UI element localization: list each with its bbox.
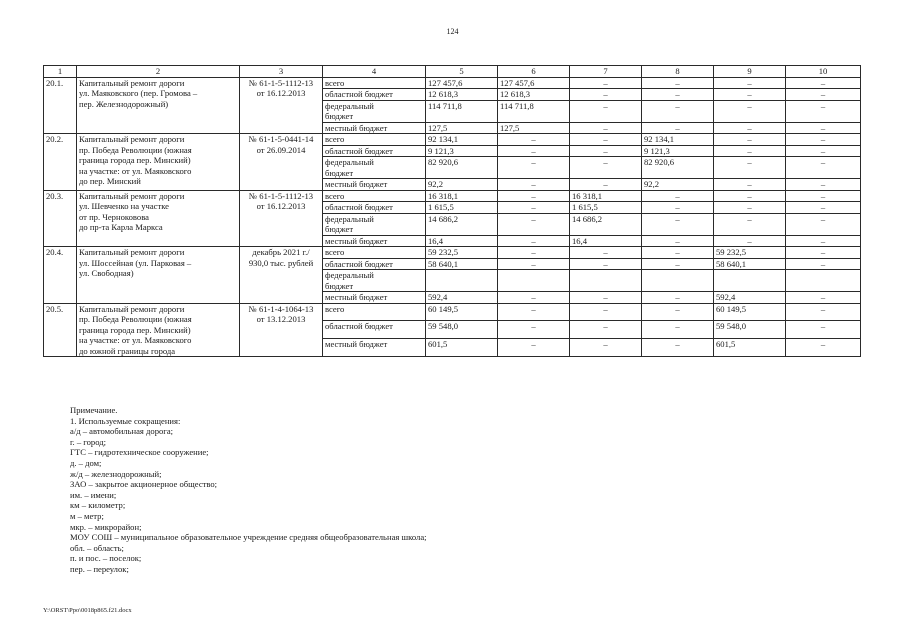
value-cell: 58 640,1 — [714, 258, 786, 270]
project-name-line: Капитальный ремонт дороги — [79, 190, 185, 201]
funding-source — [323, 303, 426, 321]
row-id: 20.2. — [44, 134, 77, 191]
funding-source — [323, 157, 426, 179]
value-cell: – — [498, 213, 570, 235]
column-header: 5 — [426, 66, 498, 78]
project-name — [77, 190, 240, 247]
note-line: пер. – переулок; — [70, 563, 129, 574]
funding-source — [323, 213, 426, 235]
value-cell: – — [498, 145, 570, 157]
value-cell — [426, 270, 498, 292]
file-path-footer: Y:\ORST\Ppo\0018p865.f21.docx — [43, 607, 132, 614]
value-cell: – — [786, 292, 861, 304]
value-cell: 601,5 — [714, 339, 786, 357]
value-cell: – — [714, 145, 786, 157]
value-cell: 16,4 — [570, 235, 642, 247]
value-cell: – — [570, 258, 642, 270]
value-cell: – — [642, 190, 714, 202]
project-name-line: до пер. Минский — [79, 176, 141, 186]
funding-source — [323, 270, 426, 292]
project-name-line: Капитальный ремонт дороги — [79, 303, 185, 314]
project-name — [77, 303, 240, 357]
funding-source-line: местный бюджет — [325, 179, 388, 189]
note-line: а/д – автомобильная дорога; — [70, 426, 174, 437]
value-cell: – — [642, 202, 714, 214]
value-cell: – — [570, 134, 642, 146]
value-cell: – — [642, 303, 714, 321]
value-cell: – — [786, 179, 861, 191]
document-ref-line: № 61-1-5-1112-13 — [248, 77, 314, 88]
value-cell — [498, 270, 570, 292]
row-id: 20.1. — [44, 77, 77, 134]
value-cell: 114 711,8 — [426, 100, 498, 122]
document-ref-line: декабрь 2021 г./ — [252, 247, 310, 257]
value-cell: – — [570, 157, 642, 179]
value-cell: – — [786, 145, 861, 157]
funding-source — [323, 235, 426, 247]
value-cell: – — [498, 202, 570, 214]
value-cell: – — [786, 213, 861, 235]
row-id: 20.3. — [44, 190, 77, 247]
note-line: обл. – область; — [70, 542, 124, 553]
value-cell: 92 134,1 — [642, 134, 714, 146]
value-cell: – — [714, 77, 786, 89]
document-ref — [240, 190, 323, 247]
value-cell: 14 686,2 — [570, 213, 642, 235]
value-cell: – — [498, 258, 570, 270]
value-cell: 127 457,6 — [426, 77, 498, 89]
value-cell: – — [714, 100, 786, 122]
note-line: им. – имени; — [70, 489, 117, 500]
value-cell: 92,2 — [426, 179, 498, 191]
funding-source-line: областной бюджет — [325, 89, 393, 99]
project-name-line: ул. Шевченко на участке — [79, 201, 169, 211]
funding-source — [323, 247, 426, 259]
note-line: д. – дом; — [70, 457, 102, 468]
project-name-line: граница города пер. Минский) — [79, 324, 191, 335]
funding-source-line: областной бюджет — [325, 321, 393, 332]
value-cell: – — [570, 339, 642, 357]
project-name-line: граница города пер. Минский) — [79, 155, 191, 165]
value-cell — [714, 270, 786, 292]
project-name-line: ул. Свободная) — [79, 268, 134, 278]
value-cell: 16 318,1 — [426, 190, 498, 202]
funding-source — [323, 339, 426, 357]
value-cell: 58 640,1 — [426, 258, 498, 270]
value-cell: – — [570, 145, 642, 157]
funding-source-line: федеральный — [325, 270, 374, 280]
funding-source-line: федеральный — [325, 213, 374, 224]
document-ref-line: № 61-1-4-1064-13 — [248, 303, 314, 314]
budget-table — [43, 65, 861, 357]
value-cell: – — [786, 77, 861, 89]
value-cell: 127,5 — [426, 122, 498, 134]
value-cell: – — [570, 303, 642, 321]
column-header: 3 — [240, 66, 323, 78]
value-cell: – — [642, 339, 714, 357]
funding-source — [323, 134, 426, 146]
funding-source-line: бюджет — [325, 224, 354, 234]
column-header: 7 — [570, 66, 642, 78]
funding-source-line: бюджет — [325, 280, 354, 291]
value-cell: – — [642, 235, 714, 247]
value-cell: – — [570, 122, 642, 134]
value-cell: 12 618,3 — [498, 89, 570, 101]
value-cell: – — [714, 202, 786, 214]
value-cell: – — [570, 179, 642, 191]
document-ref-line: № 61-1-5-0441-14 — [248, 134, 314, 144]
value-cell: – — [786, 321, 861, 339]
value-cell: – — [786, 134, 861, 146]
value-cell: – — [786, 89, 861, 101]
value-cell: 92 134,1 — [426, 134, 498, 146]
value-cell: – — [786, 258, 861, 270]
note-line: м – метр; — [70, 510, 104, 521]
value-cell — [570, 270, 642, 292]
project-name-line: пр. Победа Революции (южная — [79, 314, 192, 324]
value-cell: – — [642, 100, 714, 122]
funding-source — [323, 122, 426, 134]
value-cell: – — [498, 339, 570, 357]
column-header: 10 — [786, 66, 861, 78]
value-cell: 92,2 — [642, 179, 714, 191]
value-cell: – — [498, 179, 570, 191]
project-name-line: до пр-та Карла Маркса — [79, 222, 163, 232]
funding-source-line: областной бюджет — [325, 258, 393, 269]
value-cell: – — [642, 213, 714, 235]
value-cell: – — [498, 235, 570, 247]
funding-source-line: всего — [325, 134, 345, 144]
value-cell — [786, 270, 861, 292]
value-cell: 60 149,5 — [426, 303, 498, 321]
value-cell: 1 615,5 — [426, 202, 498, 214]
project-name-line: ул. Шоссейная (ул. Парковая – — [79, 257, 192, 268]
value-cell: – — [642, 292, 714, 304]
funding-source — [323, 258, 426, 270]
value-cell: – — [642, 321, 714, 339]
value-cell: 60 149,5 — [714, 303, 786, 321]
project-name-line: до южной границы города — [79, 345, 176, 356]
funding-source-line: местный бюджет — [325, 339, 388, 350]
value-cell: 9 121,3 — [642, 145, 714, 157]
funding-source-line: местный бюджет — [325, 292, 388, 302]
document-ref — [240, 247, 323, 304]
value-cell: 127,5 — [498, 122, 570, 134]
funding-source-line: бюджет — [325, 167, 354, 178]
funding-source — [323, 179, 426, 191]
funding-source-line: всего — [325, 303, 345, 314]
value-cell: – — [714, 213, 786, 235]
value-cell: – — [714, 157, 786, 179]
document-ref-line: от 16.12.2013 — [256, 88, 306, 98]
value-cell: – — [570, 77, 642, 89]
value-cell: – — [570, 100, 642, 122]
value-cell: 592,4 — [714, 292, 786, 304]
value-cell: – — [570, 321, 642, 339]
value-cell: – — [714, 179, 786, 191]
column-header: 9 — [714, 66, 786, 78]
document-ref — [240, 77, 323, 134]
value-cell: 82 920,6 — [426, 157, 498, 179]
note-line: ЗАО – закрытое акционерное общество; — [70, 479, 218, 490]
value-cell: – — [642, 89, 714, 101]
note-line: 1. Используемые сокращения: — [70, 415, 181, 426]
value-cell: – — [786, 190, 861, 202]
value-cell: 59 232,5 — [426, 247, 498, 259]
value-cell: – — [786, 100, 861, 122]
funding-source-line: областной бюджет — [325, 202, 393, 212]
table-row — [44, 303, 861, 321]
value-cell: 59 232,5 — [714, 247, 786, 259]
project-name — [77, 247, 240, 304]
value-cell: 59 548,0 — [426, 321, 498, 339]
document-ref-line: 930,0 тыс. рублей — [248, 257, 314, 268]
document-ref-line: от 16.12.2013 — [256, 201, 306, 211]
document-ref-line: № 61-1-5-1112-13 — [248, 190, 314, 201]
project-name-line: на участке: от ул. Маяковского — [79, 335, 192, 345]
funding-source — [323, 202, 426, 214]
project-name — [77, 77, 240, 134]
funding-source-line: всего — [325, 190, 345, 201]
project-name-line: от пр. Черноковова — [79, 211, 149, 222]
value-cell: – — [498, 247, 570, 259]
document-ref — [240, 303, 323, 357]
project-name-line: пер. Железнодорожный) — [79, 98, 169, 109]
table-row — [44, 77, 861, 89]
value-cell: – — [642, 122, 714, 134]
value-cell: 592,4 — [426, 292, 498, 304]
value-cell: 12 618,3 — [426, 89, 498, 101]
funding-source-line: всего — [325, 247, 345, 257]
value-cell: 59 548,0 — [714, 321, 786, 339]
header-row — [44, 66, 861, 78]
value-cell: – — [498, 303, 570, 321]
value-cell: – — [642, 247, 714, 259]
value-cell: – — [642, 77, 714, 89]
document-ref-line: от 13.12.2013 — [256, 314, 306, 324]
value-cell: – — [786, 247, 861, 259]
value-cell: 16 318,1 — [570, 190, 642, 202]
funding-source — [323, 145, 426, 157]
project-name-line: ул. Маяковского (пер. Громова – — [79, 88, 198, 98]
value-cell: – — [786, 202, 861, 214]
value-cell: – — [714, 134, 786, 146]
note-line: ж/д – железнодорожный; — [70, 468, 162, 479]
value-cell: – — [642, 258, 714, 270]
value-cell: – — [786, 122, 861, 134]
table-row — [44, 247, 861, 259]
funding-source-line: федеральный — [325, 157, 374, 167]
value-cell: – — [786, 157, 861, 179]
note-line: км – километр; — [70, 500, 126, 511]
value-cell: – — [786, 339, 861, 357]
column-header: 6 — [498, 66, 570, 78]
value-cell: – — [786, 303, 861, 321]
funding-source-line: всего — [325, 77, 345, 88]
value-cell: – — [714, 122, 786, 134]
funding-source — [323, 100, 426, 122]
column-header: 2 — [77, 66, 240, 78]
funding-source-line: бюджет — [325, 111, 354, 121]
value-cell: – — [498, 292, 570, 304]
value-cell: – — [714, 235, 786, 247]
document-ref-line: от 26.09.2014 — [256, 144, 306, 155]
row-id: 20.4. — [44, 247, 77, 304]
note-line: МОУ СОШ – муниципальное образовательное учреждение средняя общеобразовательная школа; — [70, 532, 427, 543]
value-cell — [642, 270, 714, 292]
project-name-line: Капитальный ремонт дороги — [79, 134, 185, 144]
notes-section — [70, 405, 427, 575]
project-name — [77, 134, 240, 191]
note-line: ГТС – гидротехническое сооружение; — [70, 447, 209, 458]
value-cell: 1 615,5 — [570, 202, 642, 214]
value-cell: 14 686,2 — [426, 213, 498, 235]
note-line: Примечание. — [70, 405, 118, 415]
value-cell: 127 457,6 — [498, 77, 570, 89]
funding-source — [323, 190, 426, 202]
value-cell: – — [786, 235, 861, 247]
value-cell: – — [498, 321, 570, 339]
table-row — [44, 190, 861, 202]
project-name-line: Капитальный ремонт дороги — [79, 247, 185, 257]
note-line: г. – город; — [70, 436, 107, 447]
funding-source — [323, 89, 426, 101]
document-ref — [240, 134, 323, 191]
funding-source — [323, 292, 426, 304]
funding-source — [323, 321, 426, 339]
column-header: 8 — [642, 66, 714, 78]
value-cell: – — [498, 157, 570, 179]
value-cell: – — [714, 89, 786, 101]
value-cell: 16,4 — [426, 235, 498, 247]
value-cell: – — [570, 292, 642, 304]
value-cell: 601,5 — [426, 339, 498, 357]
funding-source-line: областной бюджет — [325, 145, 393, 156]
note-line: п. и пос. – поселок; — [70, 553, 142, 564]
row-id: 20.5. — [44, 303, 77, 357]
value-cell: – — [498, 190, 570, 202]
table-row — [44, 134, 861, 146]
column-header: 1 — [44, 66, 77, 78]
project-name-line: на участке: от ул. Маяковского — [79, 165, 192, 176]
funding-source-line: федеральный — [325, 100, 374, 111]
value-cell: – — [498, 134, 570, 146]
value-cell: 9 121,3 — [426, 145, 498, 157]
column-header: 4 — [323, 66, 426, 78]
project-name-line: пр. Победа Революции (южная — [79, 144, 192, 155]
funding-source-line: местный бюджет — [325, 122, 388, 133]
project-name-line: Капитальный ремонт дороги — [79, 77, 185, 88]
page-number: 124 — [446, 27, 459, 36]
funding-source — [323, 77, 426, 89]
value-cell: – — [570, 247, 642, 259]
value-cell: 82 920,6 — [642, 157, 714, 179]
value-cell: – — [570, 89, 642, 101]
note-line: мкр. – микрорайон; — [70, 521, 142, 532]
funding-source-line: местный бюджет — [325, 235, 388, 246]
value-cell: 114 711,8 — [498, 100, 570, 122]
value-cell: – — [714, 190, 786, 202]
